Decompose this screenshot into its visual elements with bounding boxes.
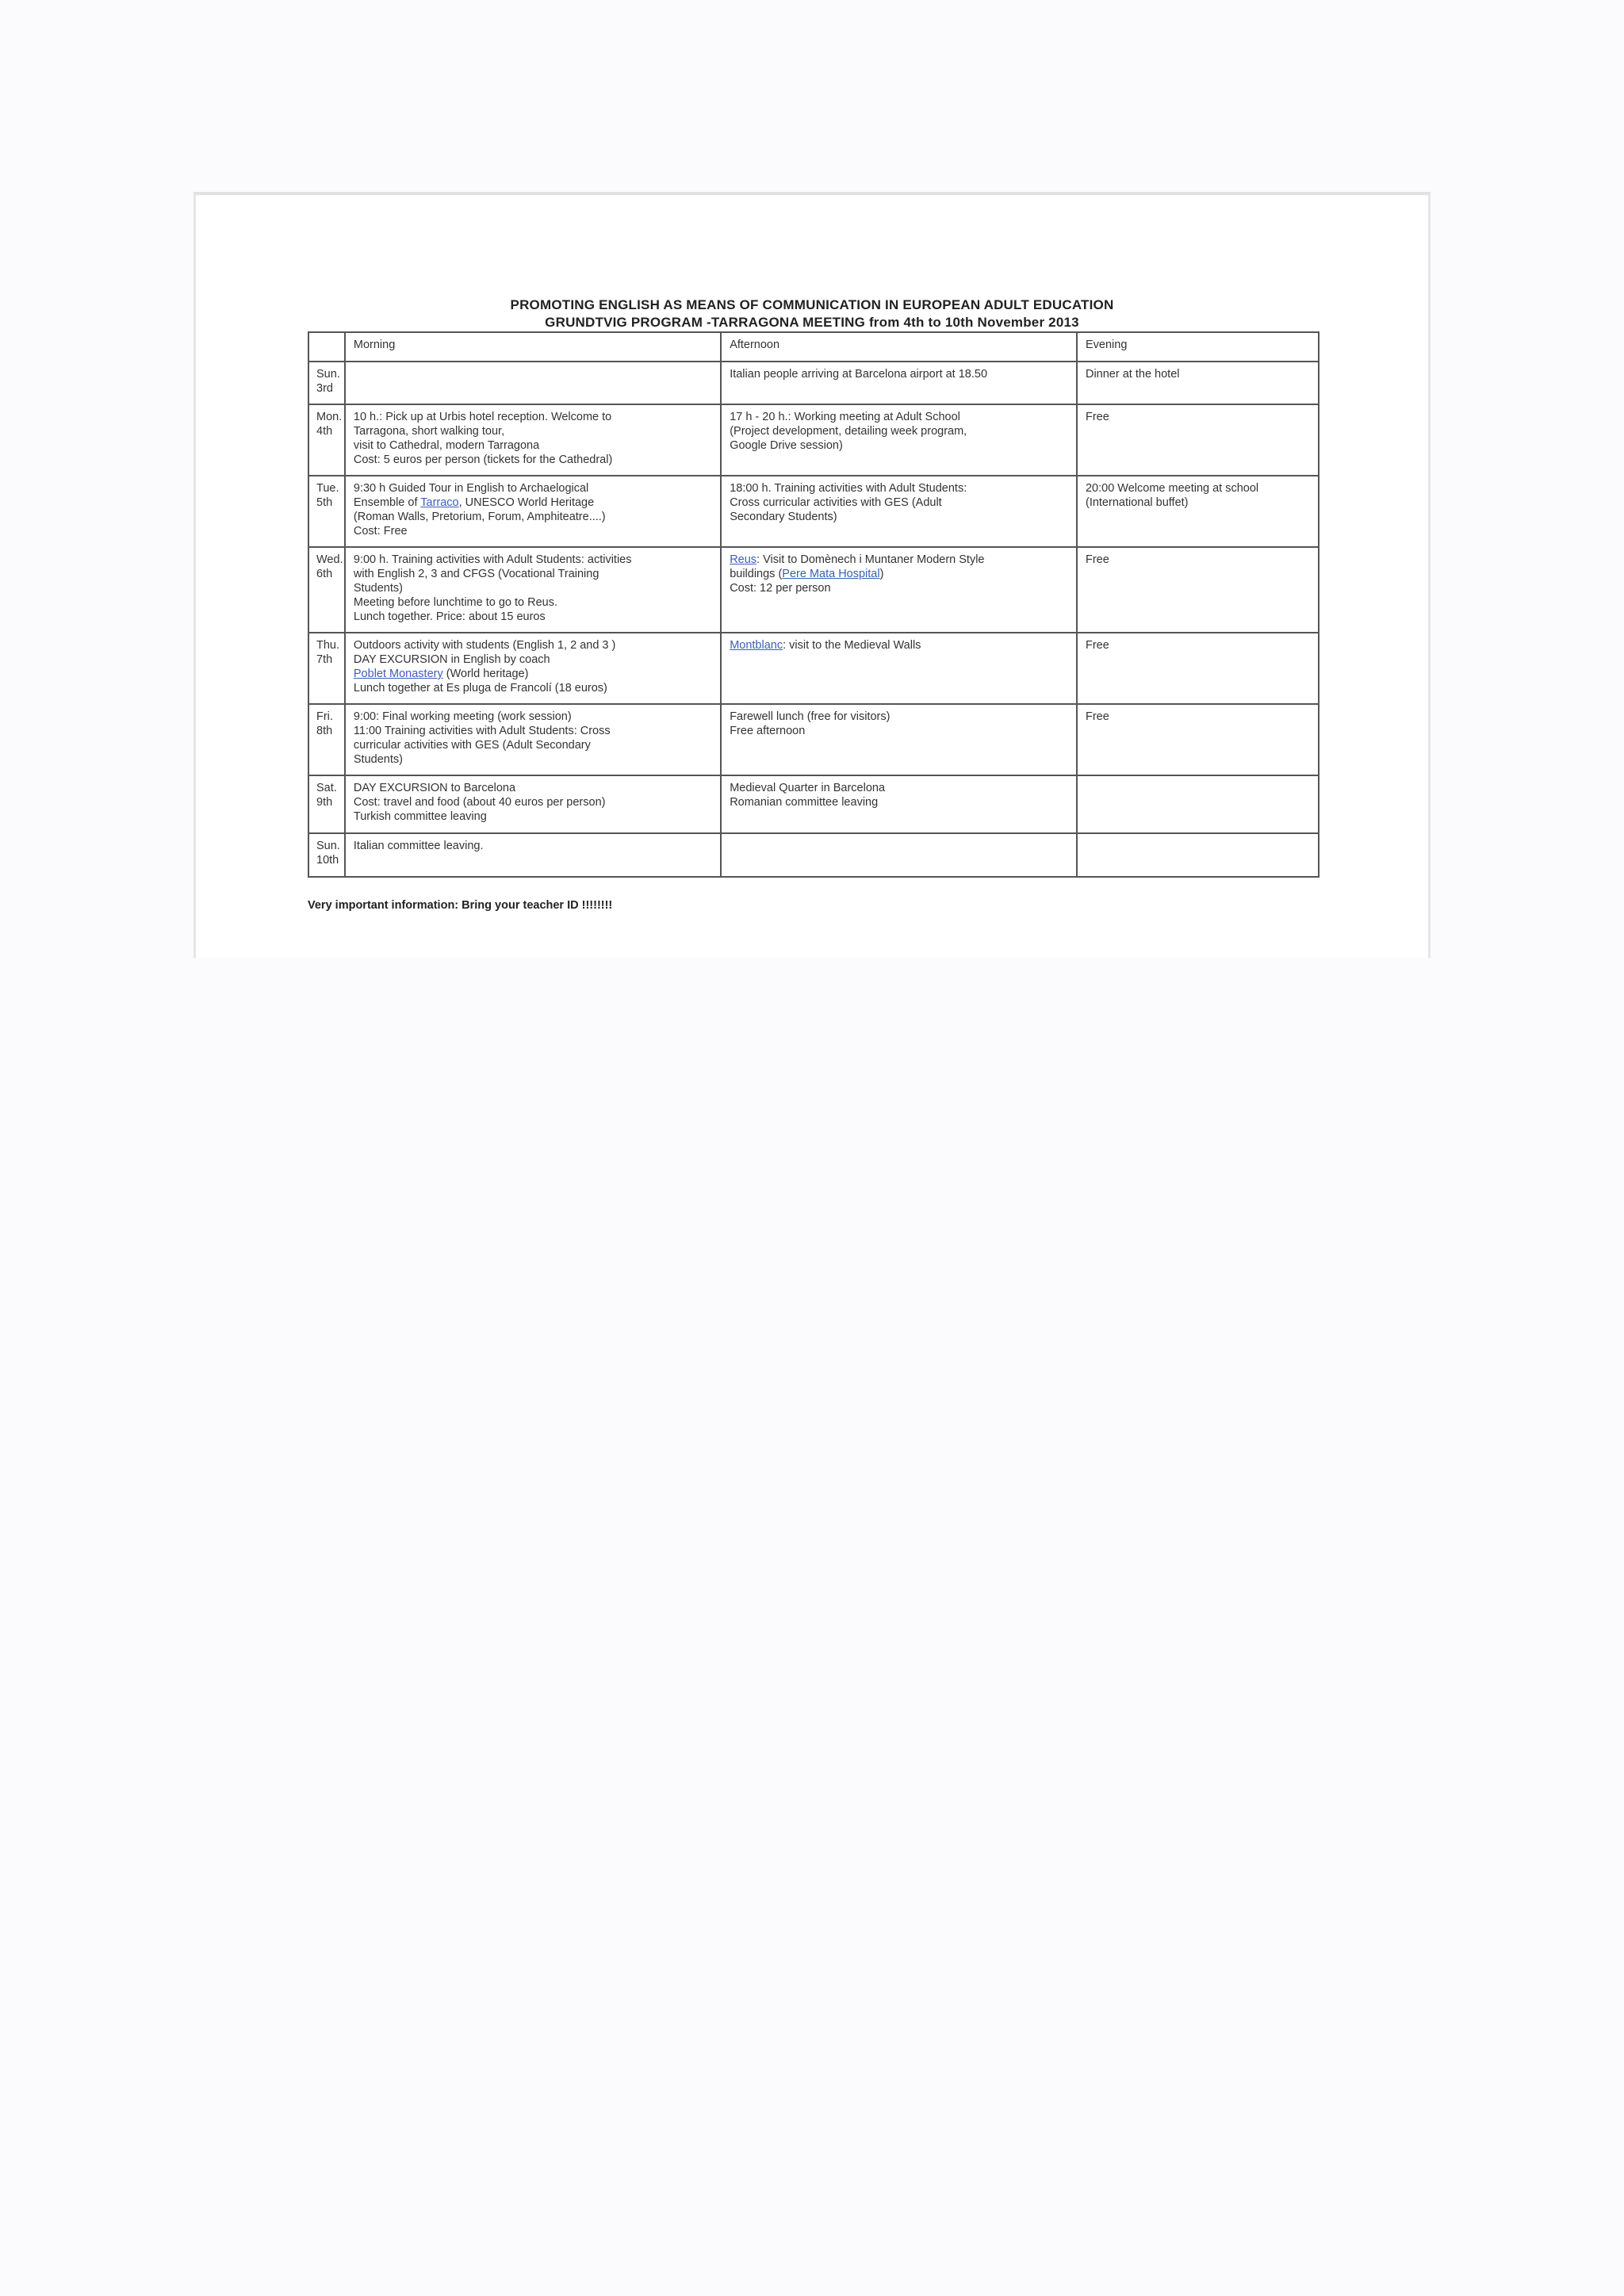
afternoon-cell — [721, 633, 1077, 704]
morning-text: (World heritage) Lunch together at Es pluga de Francolí (18 euros) — [353, 668, 607, 695]
evening-text: Free — [1085, 553, 1109, 566]
title-line-2: GRUNDTVIG PROGRAM -TARRAGONA MEETING from 4th to 10th November 2013 — [545, 315, 1079, 330]
afternoon-cell — [721, 476, 1077, 547]
morning-text: 10 h.: Pick up at Urbis hotel reception. Welcome to Tarragona, short walking tour, visit to Cathedral, modern Tarragona Cost: 5 euros per person (tickets for the Cathedral) — [353, 411, 613, 466]
schedule-table — [308, 331, 1320, 878]
evening-text: 20:00 Welcome meeting at school (International buffet) — [1085, 482, 1259, 509]
evening-text: Free — [1085, 411, 1109, 423]
morning-text: Italian committee leaving. — [353, 840, 484, 852]
schedule-row — [308, 833, 1319, 877]
header-row — [308, 332, 1319, 362]
evening-cell — [1077, 633, 1319, 704]
morning-cell — [345, 704, 721, 775]
morning-cell — [345, 404, 721, 476]
schedule-row — [308, 547, 1319, 633]
place-link[interactable]: Tarraco — [420, 496, 459, 509]
afternoon-cell — [721, 362, 1077, 404]
morning-text: DAY EXCURSION to Barcelona Cost: travel and food (about 40 euros per person) Turkish committee leaving — [353, 782, 606, 823]
evening-cell — [1077, 775, 1319, 833]
evening-cell — [1077, 404, 1319, 476]
morning-cell — [345, 362, 721, 404]
morning-text: , UNESCO World Heritage (Roman Walls, Pretorium, Forum, Amphiteatre....) Cost: Free — [353, 496, 606, 538]
evening-cell — [1077, 362, 1319, 404]
evening-cell — [1077, 704, 1319, 775]
place-link[interactable]: Reus — [730, 553, 757, 566]
schedule-row — [308, 362, 1319, 404]
day-cell: Fri. 8th — [308, 704, 345, 775]
schedule-row — [308, 404, 1319, 476]
evening-cell — [1077, 833, 1319, 877]
schedule-row — [308, 775, 1319, 833]
morning-cell — [345, 833, 721, 877]
afternoon-text: 17 h - 20 h.: Working meeting at Adult School (Project development, detailing week program, Google Drive session) — [730, 411, 967, 452]
afternoon-text: Farewell lunch (free for visitors) Free afternoon — [730, 710, 891, 737]
morning-cell — [345, 476, 721, 547]
morning-text: 9:00: Final working meeting (work session) 11:00 Training activities with Adult Students: Cross curricular activities with GES (Adult Secondary Students) — [353, 710, 611, 766]
day-cell: Thu. 7th — [308, 633, 345, 704]
document-title — [196, 297, 1428, 331]
important-note: Very important information: Bring your teacher ID !!!!!!!! — [308, 899, 613, 912]
afternoon-cell — [721, 775, 1077, 833]
afternoon-cell — [721, 704, 1077, 775]
day-cell: Sun. 3rd — [308, 362, 345, 404]
morning-text: 9:00 h. Training activities with Adult Students: activities with English 2, 3 and CFGS (Vocational Training Students) Meeting before lunchtime to go to Reus. Lunch together. Price: about 15 euros — [353, 553, 632, 623]
afternoon-text: 18:00 h. Training activities with Adult Students: Cross curricular activities with GES (Adult Secondary Students) — [730, 482, 967, 523]
header-evening: Evening — [1077, 332, 1319, 362]
afternoon-text: Italian people arriving at Barcelona airport at 18.50 — [730, 368, 988, 381]
afternoon-text: : visit to the Medieval Walls — [783, 639, 921, 652]
afternoon-text: Medieval Quarter in Barcelona Romanian committee leaving — [730, 782, 886, 809]
schedule-row — [308, 476, 1319, 547]
afternoon-cell — [721, 833, 1077, 877]
morning-text: 9:30 h Guided Tour in English to Archaelogical Ensemble of — [353, 482, 589, 509]
morning-text: Outdoors activity with students (English 1, 2 and 3 ) DAY EXCURSION in English by coach — [353, 639, 616, 666]
day-cell: Mon. 4th — [308, 404, 345, 476]
afternoon-text: ) Cost: 12 per person — [730, 568, 884, 595]
title-line-1: PROMOTING ENGLISH AS MEANS OF COMMUNICATION IN EUROPEAN ADULT EDUCATION — [510, 297, 1114, 312]
header-morning: Morning — [345, 332, 721, 362]
morning-cell — [345, 633, 721, 704]
evening-text: Free — [1085, 639, 1109, 652]
schedule-body — [308, 362, 1319, 877]
evening-text: Dinner at the hotel — [1085, 368, 1180, 381]
afternoon-text: : Visit to Domènech i Muntaner Modern Style buildings ( — [730, 553, 985, 580]
afternoon-cell — [721, 404, 1077, 476]
day-cell: Tue. 5th — [308, 476, 345, 547]
day-cell: Wed. 6th — [308, 547, 345, 633]
day-cell: Sat. 9th — [308, 775, 345, 833]
evening-text: Free — [1085, 710, 1109, 723]
place-link[interactable]: Pere Mata Hospital — [782, 568, 880, 580]
header-day — [308, 332, 345, 362]
header-afternoon: Afternoon — [721, 332, 1077, 362]
day-cell: Sun. 10th — [308, 833, 345, 877]
evening-cell — [1077, 476, 1319, 547]
document-page — [193, 192, 1431, 958]
schedule-row — [308, 704, 1319, 775]
place-link[interactable]: Montblanc — [730, 639, 783, 652]
morning-cell — [345, 547, 721, 633]
morning-cell — [345, 775, 721, 833]
place-link[interactable]: Poblet Monastery — [353, 668, 443, 680]
evening-cell — [1077, 547, 1319, 633]
afternoon-cell — [721, 547, 1077, 633]
schedule-row — [308, 633, 1319, 704]
